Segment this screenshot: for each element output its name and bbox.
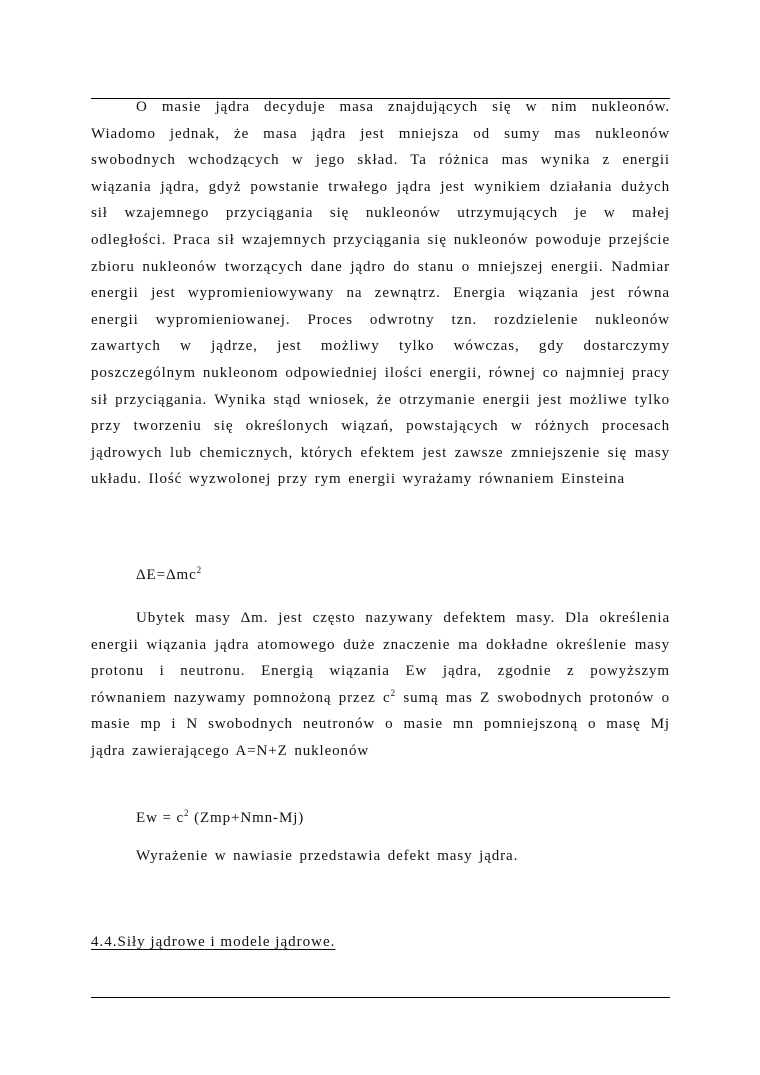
section-heading: 4.4.Siły jądrowe i modele jądrowe. (91, 934, 336, 950)
binding-energy-formula (136, 810, 304, 827)
binding-energy-formula-left: Ew = c (136, 810, 185, 826)
paragraph-mass-defect-part1: Ubytek masy Δm. jest często nazywany defektem masy. Dla określenia energii wiązania jądra atomowego duże znaczenie ma dokładne określenie masy protonu i neutronu. Energią wiązania Ew jądra, zgodnie z powyższym równaniem nazywamy pomnożoną przez c (91, 610, 670, 706)
paragraph-mass-defect-part2: sumą mas Z swobodnych protonów o masie mp i N swobodnych neutronów o masie mn pomniejszoną o masę Mj jądra zawierającego A=N+Z nukleonów (91, 689, 670, 759)
binding-energy-formula-exponent: 2 (184, 808, 190, 818)
paragraph-nuclear-mass: O masie jądra decyduje masa znajdujących się w nim nukleonów. Wiadomo jednak, że masa jądra jest mniejsza od sumy mas nukleonów swobodnych wchodzących w jego skład. Ta różnica mas wynika z energii wiązania jądra, gdyż powstanie trwałego jądra jest wynikiem działania dużych sił wzajemnego przyciągania się nukleonów utrzymujących je w małej odległości. Praca sił wzajemnych przyciągania się nukleonów powoduje przejście zbioru nukleonów tworzących dane jądro do stanu o mniejszej energii. Nadmiar energii jest wypromieniowywany na zewnątrz. Energia wiązania jest równa energii wypromieniowanej. Proces odwrotny tzn. rozdzielenie nukleonów zawartych w jądrze, jest możliwy tylko wówczas, gdy dostarczymy poszczególnym nukleonom odpowiedniej ilości energii, równej co najmniej pracy sił przyciągania. Wynika stąd wniosek, że otrzymanie energii jest możliwe tylko przy tworzeniu się określonych wiązań, powstających w różnych procesach jądrowych lub chemicznych, których efektem jest zawsze zmniejszenie się masy układu. Ilość wyzwolonej przy rym energii wyrażamy równaniem Einsteina (91, 99, 670, 488)
paragraph-bracket-note: Wyrażenie w nawiasie przedstawia defekt masy jądra. (136, 848, 519, 864)
paragraph-mass-defect-exponent: 2 (390, 687, 397, 698)
binding-energy-formula-right: (Zmp+Nmn-Mj) (189, 810, 305, 826)
einstein-formula-base: ΔE=Δmc (136, 567, 197, 583)
paragraph-mass-defect (91, 605, 670, 765)
bottom-rule (91, 997, 670, 998)
einstein-formula-exponent: 2 (196, 565, 203, 575)
einstein-formula (136, 567, 202, 584)
